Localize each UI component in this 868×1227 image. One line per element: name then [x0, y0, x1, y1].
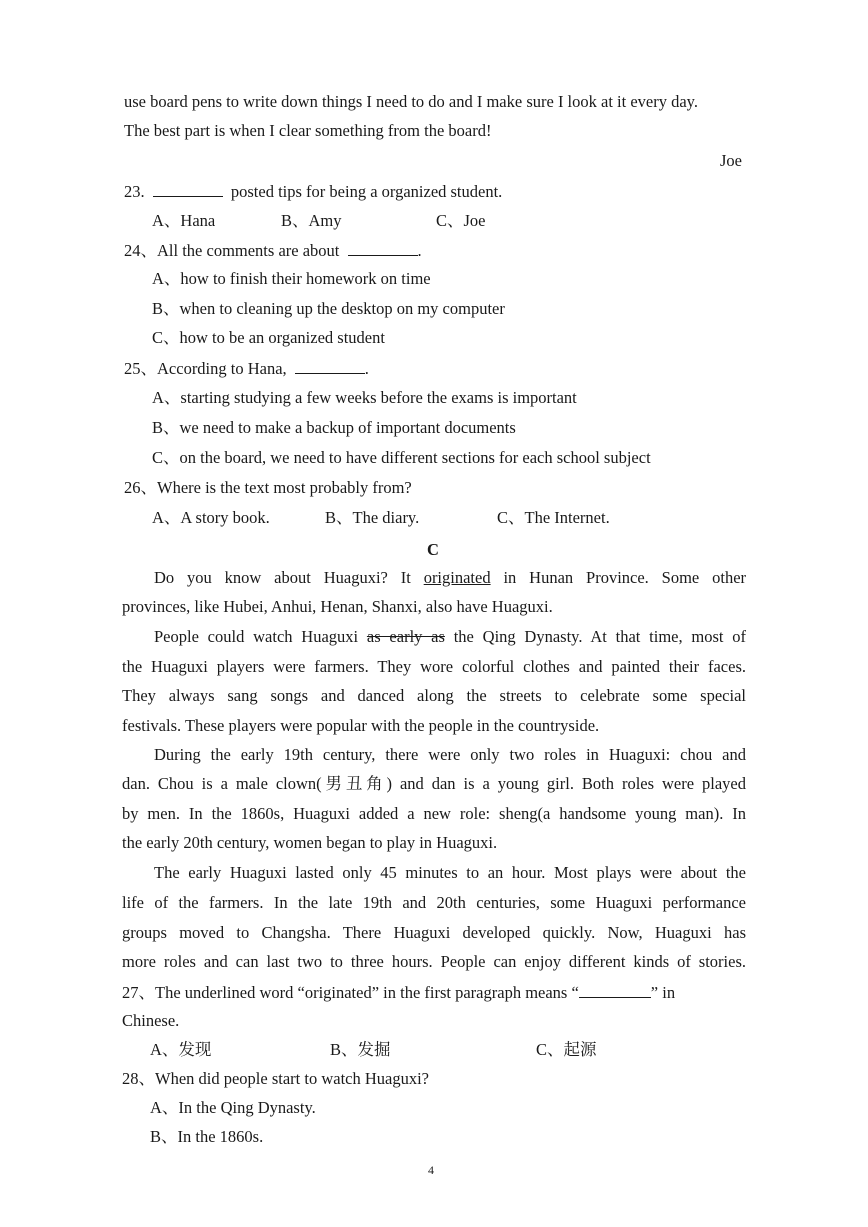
answer-blank	[348, 240, 418, 256]
paragraph-3-line-4: the early 20th century, women began to play in Huaguxi.	[122, 833, 498, 852]
question-end: ” in	[650, 983, 676, 1002]
paragraph-2-line-3: They always sang songs and danced along the streets to celebrate some special	[122, 686, 746, 705]
paragraph-2-line-1	[154, 627, 746, 647]
option-24-a: A、how to finish their homework on time	[152, 269, 431, 288]
option-28-a: A、In the Qing Dynasty.	[150, 1098, 316, 1117]
underlined-word: originated	[423, 568, 491, 587]
struck-text: as early as	[366, 627, 445, 646]
text-run: Do you know about Huaguxi? It	[154, 568, 411, 587]
paragraph-4-line-3: groups moved to Changsha. There Huaguxi developed quickly. Now, Huaguxi has	[122, 923, 746, 942]
paragraph-4-line-1: The early Huaguxi lasted only 45 minutes to an hour. Most plays were about the	[154, 863, 746, 882]
option-27-c: C、起源	[536, 1040, 597, 1059]
answer-blank	[579, 982, 651, 998]
answer-blank	[295, 358, 365, 374]
paragraph-3-line-2: dan. Chou is a male clown(男丑角) and dan is a young girl. Both roles were played	[122, 774, 746, 793]
question-25	[124, 358, 369, 379]
option-26-a: A、A story book.	[152, 508, 270, 527]
intro-line-2: The best part is when I clear something from the board!	[124, 121, 492, 140]
text-run: the Qing Dynasty. At that time, most of	[453, 627, 746, 646]
intro-line-1: use board pens to write down things I need to do and I make sure I look at it every day.	[124, 92, 698, 111]
answer-blank	[153, 181, 223, 197]
text-run: in Hunan Province. Some other	[503, 568, 747, 587]
option-27-a: A、发现	[150, 1040, 212, 1059]
question-number: 23.	[124, 182, 145, 201]
paragraph-3-line-3: by men. In the 1860s, Huaguxi added a new role: sheng(a handsome young man). In	[122, 804, 746, 823]
question-stem: posted tips for being a organized student.	[230, 182, 503, 201]
option-23-c: C、Joe	[436, 211, 486, 230]
question-26: 26、Where is the text most probably from?	[124, 478, 412, 497]
question-27-continuation: Chinese.	[122, 1011, 180, 1030]
question-28: 28、When did people start to watch Huaguxi?	[122, 1069, 429, 1088]
question-27	[122, 982, 675, 1003]
option-25-b: B、we need to make a backup of important documents	[152, 418, 516, 437]
paragraph-3-line-1: During the early 19th century, there were only two roles in Huaguxi: chou and	[154, 745, 746, 764]
question-24	[124, 240, 422, 261]
text-run: People could watch Huaguxi	[154, 627, 359, 646]
paragraph-1-line-1	[154, 568, 746, 588]
paragraph-2-line-2: the Huaguxi players were farmers. They wore colorful clothes and painted their faces.	[122, 657, 746, 676]
question-stem: 25、According to Hana,	[124, 359, 287, 378]
option-24-c: C、how to be an organized student	[152, 328, 385, 347]
question-end: .	[364, 359, 369, 378]
paragraph-2-line-4: festivals. These players were popular with the people in the countryside.	[122, 716, 600, 735]
option-26-c: C、The Internet.	[497, 508, 610, 527]
signature: Joe	[720, 151, 742, 170]
option-25-c: C、on the board, we need to have different sections for each school subject	[152, 448, 651, 467]
question-end: .	[417, 241, 422, 260]
option-28-b: B、In the 1860s.	[150, 1127, 264, 1146]
option-26-b: B、The diary.	[325, 508, 420, 527]
section-heading: C	[427, 540, 439, 559]
question-23	[124, 181, 502, 202]
option-27-b: B、发掘	[330, 1040, 391, 1059]
question-stem: 27、The underlined word “originated” in the first paragraph means “	[122, 983, 579, 1002]
paragraph-4-line-2: life of the farmers. In the late 19th and 20th centuries, some Huaguxi performance	[122, 893, 746, 912]
page-number: 4	[428, 1163, 434, 1177]
option-24-b: B、when to cleaning up the desktop on my computer	[152, 299, 505, 318]
option-25-a: A、starting studying a few weeks before the exams is important	[152, 388, 577, 407]
question-stem: 24、All the comments are about	[124, 241, 340, 260]
paragraph-4-line-4: more roles and can last two to three hours. People can enjoy different kinds of stories.	[122, 952, 746, 971]
option-23-a: A、Hana	[152, 211, 216, 230]
paragraph-1-line-2: provinces, like Hubei, Anhui, Henan, Shanxi, also have Huaguxi.	[122, 597, 553, 616]
option-23-b: B、Amy	[281, 211, 342, 230]
